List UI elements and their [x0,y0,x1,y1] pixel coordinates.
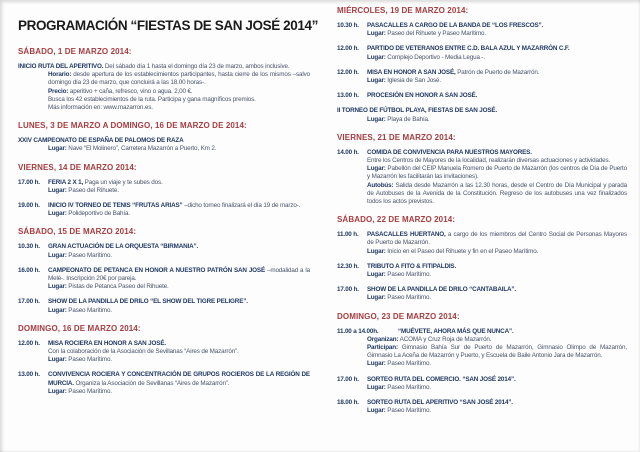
event-title-line [367,231,627,247]
event-detail [48,187,310,195]
event-detail [367,294,627,302]
event-title: II TORNEO DE FÚTBOL PLAYA, FIESTAS DE SAN JOSÉ. [337,107,498,115]
event-title: CONVIVENCIA ROCIERA Y CONCENTRACIÓN DE GRUPOS ROCIEROS DE LA REGIÓN DE MURCIA. [48,371,310,387]
event-title-line [367,328,627,336]
event-title: PARTIDO DE VETERANOS ENTRE C.D. BALA AZUL Y MAZARRÓN C.F. [367,45,570,53]
event-title-line [48,243,310,251]
event-title-rest: –dicho torneo finalizará el día 19 de marzo-. [182,202,301,210]
detail-label: Precio: [48,87,69,95]
event-detail [48,348,310,356]
event-item [18,137,310,153]
date-header: DOMINGO, 16 DE MARZO 2014: [18,323,141,333]
detail-label: Lugar: [367,407,386,415]
detail-text: Polideportivo de Bahía. [66,210,130,218]
event-detail [367,116,627,124]
event-title-rest: a cargo de los miembros del Centro Social de Personas Mayores de Puerto de Mazarrón. [367,231,627,247]
detail-text: Paseo Marítimo. [385,294,431,302]
event-detail [367,344,627,360]
detail-text: Paseo del Rihuete y Paseo Marítimo. [385,30,487,38]
event-time: 12.00 h. [337,45,359,53]
detail-text: Paseo Marítimo. [66,251,112,259]
event-item [337,263,627,279]
detail-text: Paseo del Rihuete. [66,186,119,194]
detail-text: Pistas de Petanca Paseo del Rihuete. [66,283,169,291]
event-detail [367,248,627,256]
date-header: SÁBADO, 15 DE MARZO 2014: [18,227,137,237]
detail-label: Lugar: [367,165,386,173]
event-item [18,243,310,259]
event-detail [48,71,310,87]
event-time: 17.00 h. [337,286,359,294]
event-title: SHOW DE LA PANDILLA DE DRILO “EL SHOW DEL TIGRE PELIGRE”. [48,298,248,306]
event-item [337,376,627,392]
event-time: 14.00 h. [337,148,359,156]
event-detail [367,336,627,344]
detail-text: Busca los 42 establecimientos de la ruta. Participa y gana magníficos premios. [48,95,256,103]
event-title-line [48,267,310,283]
event-time: 17.00 h. [18,298,40,306]
detail-label: Lugar: [48,251,67,259]
event-title-line [367,22,627,30]
event-title-line [48,179,310,187]
event-time: 16.00 h. [18,266,40,274]
detail-text: Paseo Marítimo. [385,271,431,279]
event-title: SHOW DE LA PANDILLA DE DRILO “CANTABAILA”. [367,286,517,294]
detail-label: Lugar: [48,145,67,153]
event-title: INICIO RUTA DEL APERITIVO. [18,63,104,70]
event-item [337,69,627,85]
event-title-line [48,340,310,348]
detail-text: Inicio en el Paseo del Rihuete y fin en el Paseo Marítimo. [385,247,539,255]
event-title-rest: –modalidad a la Melé-. Inscripción 20€ por pareja. [48,266,310,283]
event-title: “MUÉVETE, AHORA MÁS QUE NUNCA”. [398,327,514,335]
event-time: 12.30 h. [337,262,359,270]
detail-text: aperitivo + caña, refresco, vino o agua. 2,00 €. [68,87,193,95]
event-title-line [337,107,627,115]
detail-label: Lugar: [367,53,386,61]
detail-text: Gimnasio Bahía Sur de Puerto de Mazarrón, Gimnasio Olimpo de Mazarrón, Gimnasio La Aceña de Mazarrón y Puerto, y Escuela de Baile Antonio Jara de Mazarrón. [367,344,627,360]
detail-text: Paseo Marítimo. [385,360,431,368]
detail-label: Organizan: [367,335,399,343]
event-title: PASACALLES HUERTANO, [367,231,446,239]
detail-label: Lugar: [48,387,67,395]
detail-text: Salida desde Mazarrón a las 12.30 horas, desde el Centro de Día Municipal y parada de Autobuses de la Avenida de la Constitución. Regreso de los autobuses una vez finalizados todos los actos previstos. [367,181,627,206]
event-item [18,340,310,365]
date-header: DOMINGO, 23 DE MARZO 2014: [337,311,460,321]
date-header: SÁBADO, 22 DE MARZO 2014: [337,215,456,225]
event-time: 19.00 h. [18,202,40,210]
event-title: GRAN ACTUACIÓN DE LA ORQUESTA “BIRMANIA”. [48,243,199,251]
date-header: VIERNES, 14 DE MARZO 2014: [18,162,137,172]
event-item [337,328,627,369]
detail-text: Paseo Marítimo. [66,387,112,395]
event-detail [367,407,627,415]
date-header: SÁBADO, 1 DE MARZO 2014: [18,47,132,56]
event-title-line [367,92,627,100]
detail-text: Paseo Marítimo. [385,407,431,415]
detail-label: Horario: [48,71,72,79]
event-detail [367,360,627,368]
event-detail [367,182,627,207]
detail-label: Lugar: [367,294,386,302]
event-item [18,371,310,396]
date-header: VIERNES, 21 DE MARZO 2014: [337,132,456,142]
event-time: 17.00 h. [18,178,40,186]
detail-label: Lugar: [48,356,67,364]
event-detail [367,54,627,62]
event-title: SORTEO RUTA DEL COMERCIO. “SAN JOSÉ 2014”. [367,375,516,383]
event-title-line [367,45,627,53]
event-title: PASACALLES A CARGO DE LA BANDA DE “LOS FRESCOS”. [367,22,544,29]
column-right [337,6,627,423]
event-item [18,179,310,195]
event-detail [48,356,310,364]
detail-text: Pabellón del CEIP Manuela Romero de Puerto de Mazarrón (los centros de Día de Puerto y Mazarrón les facilitarán las invitaciones). [367,165,627,181]
event-title-line [48,202,310,210]
detail-label: Autobús: [367,181,394,189]
event-time: 10.30 h. [18,243,40,251]
event-detail [48,283,310,291]
event-item [18,298,310,314]
event-detail [48,388,310,396]
detail-label: Lugar: [367,360,386,368]
event-detail [367,157,627,165]
event-title-rest: Paga un viaje y te subes dos. [83,178,163,186]
event-title-line [18,63,310,71]
detail-label: Lugar: [48,210,67,218]
event-title: MISA EN HONOR A SAN JOSÉ, [367,68,456,76]
event-item [18,202,310,218]
detail-label: Lugar: [48,283,67,291]
event-title: FERIA 2 X 1, [48,178,84,186]
event-time: 12.00 h. [18,339,40,347]
event-item [337,92,627,100]
event-detail [367,384,627,392]
event-item [337,286,627,302]
event-time: 13.00 h. [18,371,40,379]
event-title-rest: Organiza la Asociación de Sevillanas “Aires de Mazarrón”. [73,379,230,387]
event-detail [48,210,310,218]
detail-label: Lugar: [367,115,386,123]
detail-label: Lugar: [367,247,386,255]
event-time: 17.00 h. [337,375,359,383]
event-item [337,107,627,123]
detail-text: Iglesia de San José. [385,77,442,85]
detail-text: Más información en: www.mazarron.es. [48,104,153,112]
event-time: 12.00 h. [337,68,359,76]
event-detail [48,252,310,260]
event-title-line [367,376,627,384]
detail-label: Lugar: [48,186,67,194]
event-title: PROCESIÓN EN HONOR A SAN JOSÉ. [367,92,478,100]
detail-label: Lugar: [367,271,386,279]
event-title-line [367,263,627,271]
date-header: MIÉRCOLES, 19 DE MARZO 2014: [337,6,469,15]
detail-label: Lugar: [48,306,67,314]
event-detail [48,104,310,112]
event-title: TRIBUTO A FITO & FITIPALDIS. [367,262,457,270]
event-item [18,63,310,112]
detail-text: Complejo Deportivo - Media Legua -. [385,53,485,61]
event-title: INICIO IV TORNEO DE TENIS “FRUTAS ARIAS” [48,202,183,210]
date-header: LUNES, 3 DE MARZO A DOMINGO, 16 DE MARZO DE 2014: [18,121,247,131]
event-detail [48,145,310,153]
detail-text: desde apertura de los establecimientos participantes, hasta cierre de los mismos –salvo domingo día 23 de marzo, que concluirá a las 18.00 horas-. [48,71,310,87]
event-title: CAMPEONATO DE PETANCA EN HONOR A NUESTRO PATRÓN SAN JOSÉ [48,266,266,274]
event-title-line [48,298,310,306]
detail-label: Lugar: [367,383,386,391]
event-detail [48,96,310,104]
event-time: 10.30 h. [337,22,359,29]
column-left [18,12,318,403]
event-title: SORTEO RUTA DEL APERITIVO “SAN JOSÉ 2014”. [367,399,513,407]
event-item [18,267,310,292]
event-title-rest: Del sábado día 1 hasta el domingo día 23 de marzo, ambos inclusive. [103,63,290,70]
event-title-line [48,371,310,387]
detail-text: Paseo Marítimo. [66,356,112,364]
event-time: 11.00 h. [337,231,359,239]
event-time: 13.00 h. [337,92,359,100]
event-item [337,399,627,415]
detail-text: Con la colaboración de la Asociación de Sevillanas “Aires de Mazarrón”. [48,348,239,356]
detail-text: Paseo Marítimo. [66,306,112,314]
event-detail [367,271,627,279]
detail-text: Paseo Marítimo. [385,383,431,391]
event-title-rest: Patrón de Puerto de Mazarrón. [455,68,540,76]
event-title-line [18,137,310,145]
detail-label: Lugar: [367,77,386,85]
event-time: 18.00 h. [337,399,359,407]
event-item [337,22,627,38]
detail-text: ACOMA y Cruz Roja de Mazarrón. [398,335,492,343]
detail-label: Participan: [367,344,398,352]
event-detail [48,88,310,96]
detail-label: Lugar: [367,30,386,38]
detail-text: Nave “El Molinero”, Carretera Mazarrón a Puerto, Km 2. [66,145,217,153]
event-detail [48,307,310,315]
event-time: 11.00 a 14.00h. [337,327,379,335]
event-detail [367,165,627,181]
event-item [337,45,627,61]
event-title-line [367,399,627,407]
event-title: XXIV CAMPEONATO DE ESPAÑA DE PALOMOS DE RAZA [18,137,184,145]
event-title: COMIDA DE CONVIVENCIA PARA NUESTROS MAYORES. [367,148,532,156]
event-title-line [367,286,627,294]
event-title: MISA ROCIERA EN HONOR A SAN JOSÉ. [48,339,166,347]
detail-text: Playa de Bahía. [385,115,430,123]
event-title-line [367,149,627,157]
event-title-line [367,69,627,77]
event-item [337,231,627,256]
event-item [337,149,627,206]
event-detail [367,77,627,85]
event-detail [367,30,627,38]
detail-text: Entre los Centros de Mayores de la localidad, realizarán diversas actuaciones y actividades. [367,157,611,165]
page-title: PROGRAMACIÓN “FIESTAS DE SAN JOSÉ 2014” [18,18,318,33]
